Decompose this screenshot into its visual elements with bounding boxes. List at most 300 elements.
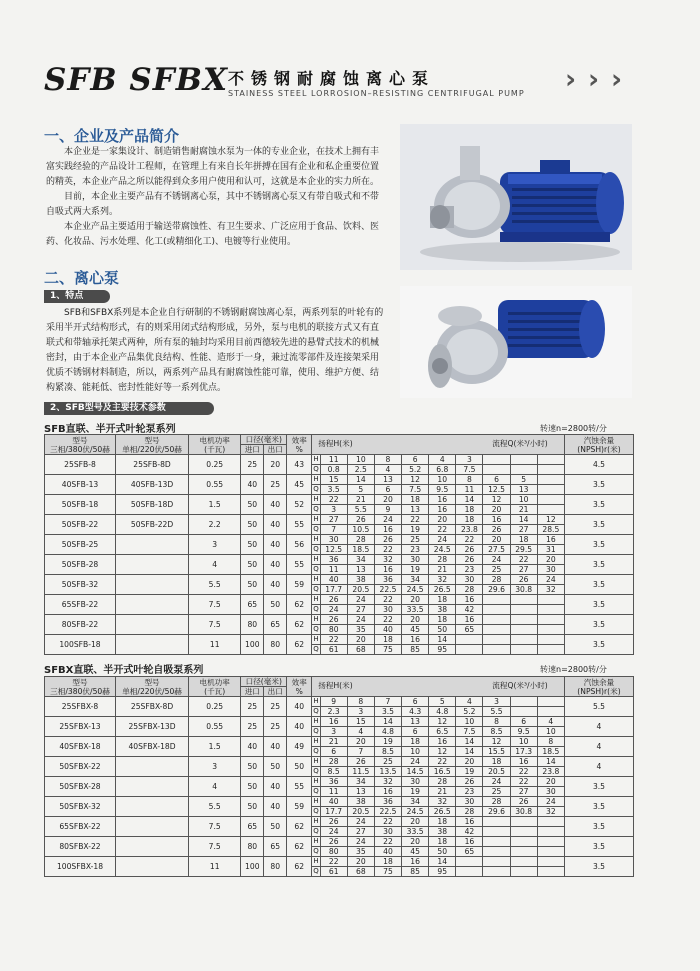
cell-npsh: 4.5 bbox=[564, 455, 633, 475]
table-row bbox=[45, 757, 634, 767]
cell-h-label: H bbox=[313, 817, 319, 825]
cell-efficiency: 56 bbox=[287, 535, 312, 555]
cell-q-value bbox=[510, 707, 537, 717]
cell-q-value: 25 bbox=[483, 787, 510, 797]
cell-h-value: 24 bbox=[483, 777, 510, 787]
cell-npsh: 3.5 bbox=[564, 777, 633, 797]
cell-h-value: 30 bbox=[402, 777, 429, 787]
cell-h-value bbox=[510, 857, 537, 867]
cell-q-value: 4.8 bbox=[374, 727, 401, 737]
cell-h-value bbox=[510, 697, 537, 707]
cell-q-value bbox=[537, 645, 564, 655]
cell-q-value: 5.5 bbox=[347, 505, 374, 515]
cell-outlet: 40 bbox=[264, 797, 287, 817]
cell-q-value: 27 bbox=[347, 605, 374, 615]
cell-q-value: 18 bbox=[456, 505, 483, 515]
cell-inlet: 50 bbox=[241, 535, 264, 555]
cell-q-value: 61 bbox=[320, 867, 347, 877]
cell-model-3ph: 100SFBX-18 bbox=[45, 857, 116, 877]
cell-h-value: 9 bbox=[320, 697, 347, 707]
cell-q-value: 35 bbox=[347, 847, 374, 857]
cell-q-value: 24.5 bbox=[402, 585, 429, 595]
cell-h-value: 24 bbox=[347, 595, 374, 605]
cell-q-value: 6 bbox=[374, 485, 401, 495]
cell-q-value: 16 bbox=[374, 787, 401, 797]
cell-q-label: Q bbox=[313, 807, 319, 815]
col-model-3ph-sub: 三相/380伏/50赫 bbox=[50, 686, 110, 696]
cell-model-1ph: 40SFB-13D bbox=[116, 475, 189, 495]
cell-h-value: 14 bbox=[374, 717, 401, 727]
cell-h-value bbox=[456, 635, 483, 645]
cell-q-label: Q bbox=[313, 585, 319, 593]
cell-inlet: 50 bbox=[241, 515, 264, 535]
cell-q-value: 21 bbox=[429, 565, 456, 575]
cell-q-value: 4.8 bbox=[429, 707, 456, 717]
cell-model-1ph: 25SFBX-13D bbox=[116, 717, 189, 737]
cell-efficiency: 62 bbox=[287, 837, 312, 857]
table-row bbox=[45, 635, 634, 645]
cell-npsh: 4 bbox=[564, 717, 633, 737]
cell-q-value: 40 bbox=[374, 847, 401, 857]
cell-q-value bbox=[483, 625, 510, 635]
cell-model-3ph: 65SFB-22 bbox=[45, 595, 116, 615]
cell-q-value: 10.5 bbox=[347, 525, 374, 535]
cell-q-value: 30 bbox=[537, 565, 564, 575]
cell-q-value: 26 bbox=[456, 545, 483, 555]
cell-q-value: 26.5 bbox=[429, 807, 456, 817]
col-model-1ph-sub: 单相/220伏/50赫 bbox=[122, 686, 182, 696]
cell-h-label: H bbox=[313, 535, 319, 543]
cell-q-label: Q bbox=[313, 727, 319, 735]
cell-efficiency: 49 bbox=[287, 737, 312, 757]
chevron-right-icon: › bbox=[588, 64, 600, 95]
cell-h-value: 28 bbox=[429, 777, 456, 787]
cell-q-value: 0.8 bbox=[320, 465, 347, 475]
cell-h-value: 20 bbox=[402, 615, 429, 625]
cell-h-value bbox=[510, 837, 537, 847]
cell-h-value: 36 bbox=[320, 777, 347, 787]
cell-power: 0.25 bbox=[189, 697, 241, 717]
cell-h-value bbox=[537, 455, 564, 465]
cell-q-value: 9.5 bbox=[510, 727, 537, 737]
cell-q-value bbox=[510, 847, 537, 857]
col-power-label: 电机功率 bbox=[199, 435, 230, 445]
col-inlet: 进口 bbox=[241, 687, 264, 697]
section1-paragraph: 本企业是一家集设计、制造销售耐腐蚀水泵为一体的专业企业，在技术上拥有丰富实践经验的产品设计工程师，在管理上有来自长年拼搏在国有企业和私企重要位置的精英，本企业产品之所以能得到众多用户使用和认可，这就是本企业的实力所在。 bbox=[46, 147, 380, 187]
cell-h-label: H bbox=[313, 837, 319, 845]
cell-npsh: 3.5 bbox=[564, 515, 633, 535]
cell-model-1ph bbox=[116, 635, 189, 655]
cell-h-value: 22 bbox=[320, 857, 347, 867]
cell-outlet: 25 bbox=[264, 475, 287, 495]
cell-q-value bbox=[537, 485, 564, 495]
col-npsh-label: 汽蚀余量 bbox=[583, 435, 615, 445]
cell-model-3ph: 50SFB-25 bbox=[45, 535, 116, 555]
cell-power: 5.5 bbox=[189, 575, 241, 595]
cell-h-value: 14 bbox=[537, 757, 564, 767]
cell-efficiency: 40 bbox=[287, 717, 312, 737]
cell-h-value: 22 bbox=[402, 515, 429, 525]
cell-q-value: 5.2 bbox=[456, 707, 483, 717]
cell-h-value bbox=[483, 455, 510, 465]
cell-h-value: 22 bbox=[510, 555, 537, 565]
cell-q-value: 32 bbox=[537, 807, 564, 817]
cell-h-value: 18 bbox=[429, 837, 456, 847]
col-head-flow bbox=[312, 677, 565, 697]
col-power bbox=[189, 435, 241, 455]
cell-q-value: 95 bbox=[429, 645, 456, 655]
cell-h-value: 22 bbox=[456, 535, 483, 545]
cell-model-1ph bbox=[116, 575, 189, 595]
cell-inlet: 50 bbox=[241, 777, 264, 797]
cell-q-value: 19 bbox=[402, 565, 429, 575]
cell-h-value: 13 bbox=[402, 717, 429, 727]
cell-model-3ph: 80SFB-22 bbox=[45, 615, 116, 635]
cell-q-value: 2.3 bbox=[320, 707, 347, 717]
cell-h-value: 26 bbox=[320, 595, 347, 605]
cell-h-value: 18 bbox=[429, 595, 456, 605]
cell-h-value: 26 bbox=[347, 757, 374, 767]
cell-h-value: 38 bbox=[347, 575, 374, 585]
cell-h-value: 18 bbox=[402, 737, 429, 747]
cell-q-value: 9.5 bbox=[429, 485, 456, 495]
cell-h-value: 14 bbox=[347, 475, 374, 485]
cell-q-value: 50 bbox=[429, 625, 456, 635]
table-row bbox=[45, 737, 634, 747]
col-model-3ph bbox=[45, 677, 116, 697]
cell-model-3ph: 50SFB-18 bbox=[45, 495, 116, 515]
cell-h-value: 18 bbox=[510, 535, 537, 545]
cell-q-value: 22 bbox=[429, 525, 456, 535]
cell-q-value: 6.5 bbox=[429, 727, 456, 737]
cell-q-value bbox=[510, 465, 537, 475]
cell-h-value: 30 bbox=[320, 535, 347, 545]
cell-q-label: Q bbox=[313, 625, 319, 633]
cell-model-1ph: 25SFBX-8D bbox=[116, 697, 189, 717]
cell-h-value: 20 bbox=[347, 737, 374, 747]
cell-h-value: 15 bbox=[320, 475, 347, 485]
cell-power: 0.25 bbox=[189, 455, 241, 475]
cell-h-value: 24 bbox=[537, 797, 564, 807]
cell-q-value: 16.5 bbox=[429, 767, 456, 777]
cell-efficiency: 50 bbox=[287, 757, 312, 777]
col-power-sub: (千瓦) bbox=[204, 444, 226, 454]
cell-h-value: 14 bbox=[456, 737, 483, 747]
cell-h-value: 10 bbox=[510, 737, 537, 747]
cell-h-value: 20 bbox=[483, 535, 510, 545]
cell-h-value bbox=[537, 635, 564, 645]
section1-heading: 一、企业及产品简介 bbox=[44, 127, 180, 145]
cell-h-value: 20 bbox=[537, 555, 564, 565]
cell-q-label: Q bbox=[313, 465, 319, 473]
cell-q-value: 8.5 bbox=[320, 767, 347, 777]
cell-h-value: 6 bbox=[510, 717, 537, 727]
cell-model-3ph: 50SFBX-28 bbox=[45, 777, 116, 797]
cell-q-label: Q bbox=[313, 645, 319, 653]
cell-h-value bbox=[510, 595, 537, 605]
cell-q-value: 8.5 bbox=[483, 727, 510, 737]
cell-h-value: 25 bbox=[402, 535, 429, 545]
cell-q-value: 4.3 bbox=[402, 707, 429, 717]
cell-q-value: 95 bbox=[429, 867, 456, 877]
cell-h-value: 5 bbox=[429, 697, 456, 707]
cell-q-value: 7.5 bbox=[456, 727, 483, 737]
cell-q-value bbox=[483, 847, 510, 857]
cell-q-value: 6.8 bbox=[429, 465, 456, 475]
cell-q-value: 16 bbox=[374, 525, 401, 535]
cell-h-value: 13 bbox=[374, 475, 401, 485]
cell-power: 4 bbox=[189, 555, 241, 575]
cell-h-label: H bbox=[313, 737, 319, 745]
cell-q-value: 22.5 bbox=[374, 585, 401, 595]
cell-h-value: 16 bbox=[510, 757, 537, 767]
cell-h-value: 34 bbox=[402, 575, 429, 585]
cell-q-value bbox=[510, 645, 537, 655]
cell-model-3ph: 50SFB-22 bbox=[45, 515, 116, 535]
cell-q-value: 17.3 bbox=[510, 747, 537, 757]
cell-h-value: 18 bbox=[456, 515, 483, 525]
cell-q-value: 85 bbox=[402, 867, 429, 877]
col-head-label: 扬程H(米) bbox=[318, 439, 353, 448]
cell-npsh: 3.5 bbox=[564, 595, 633, 615]
header bbox=[40, 60, 660, 110]
cell-h-label: H bbox=[313, 857, 319, 865]
cell-q-value: 20.5 bbox=[347, 585, 374, 595]
cell-h-value bbox=[537, 697, 564, 707]
cell-q-value: 22.5 bbox=[374, 807, 401, 817]
sfb-speed: 转速n=2800转/分 bbox=[540, 424, 607, 433]
cell-inlet: 80 bbox=[241, 615, 264, 635]
cell-h-value: 25 bbox=[374, 757, 401, 767]
cell-q-value: 35 bbox=[347, 625, 374, 635]
cell-h-value: 26 bbox=[320, 817, 347, 827]
cell-q-value: 6 bbox=[402, 727, 429, 737]
cell-q-value: 11.5 bbox=[347, 767, 374, 777]
cell-model-1ph bbox=[116, 857, 189, 877]
cell-q-value: 45 bbox=[402, 625, 429, 635]
cell-q-value: 61 bbox=[320, 645, 347, 655]
cell-q-value: 29.6 bbox=[483, 585, 510, 595]
cell-outlet: 40 bbox=[264, 575, 287, 595]
cell-h-value: 36 bbox=[374, 575, 401, 585]
cell-h-label: H bbox=[313, 797, 319, 805]
cell-model-1ph: 25SFB-8D bbox=[116, 455, 189, 475]
cell-q-value: 3.5 bbox=[374, 707, 401, 717]
cell-outlet: 65 bbox=[264, 837, 287, 857]
col-efficiency-label: 效率 bbox=[291, 435, 307, 445]
cell-model-3ph: 25SFB-8 bbox=[45, 455, 116, 475]
feature-paragraph: SFB和SFBX系列是本企业自行研制的不锈钢耐腐蚀离心泵，两系列泵的叶轮有的采用半开式结构形式，有的则采用闭式结构形成，另外，泵与电机的联接方式又有直联式和带轴承托架式两种，所有泵的轴封均采用目前西德较先进的悬臂式技术的机械密封，由于本企业产品集优良结构、性能、造形于一身，兼过流零部件及连接架采用优质不锈钢材料制造，所以，两系列产品具有耐腐蚀性能可靠，使用、维护方便、结构紧凑、能耗低、密封性能好等一系列优点。 bbox=[46, 308, 384, 393]
cell-model-3ph: 50SFB-28 bbox=[45, 555, 116, 575]
cell-h-value: 4 bbox=[456, 697, 483, 707]
cell-q-value: 85 bbox=[402, 645, 429, 655]
section1-paragraph: 目前，本企业主要产品有不锈钢离心泵，其中不锈钢离心泵又有带自吸式和不带自吸式两大系列。 bbox=[46, 192, 380, 217]
cell-h-value bbox=[483, 615, 510, 625]
cell-q-value: 24.5 bbox=[402, 807, 429, 817]
sfbx-speed: 转速n=2800转/分 bbox=[540, 665, 607, 674]
cell-power: 11 bbox=[189, 635, 241, 655]
cell-q-value: 10 bbox=[402, 747, 429, 757]
sfb-spec-table bbox=[44, 434, 634, 655]
cell-h-value: 18 bbox=[374, 635, 401, 645]
cell-h-value: 20 bbox=[347, 635, 374, 645]
cell-inlet: 50 bbox=[241, 757, 264, 777]
table-row bbox=[45, 575, 634, 585]
cell-h-value: 16 bbox=[456, 817, 483, 827]
cell-q-value: 14.5 bbox=[402, 767, 429, 777]
table-row bbox=[45, 717, 634, 727]
cell-q-value: 33.5 bbox=[402, 827, 429, 837]
col-model-1ph bbox=[116, 435, 189, 455]
cell-model-3ph: 25SFBX-13 bbox=[45, 717, 116, 737]
cell-h-value: 10 bbox=[456, 717, 483, 727]
table-row bbox=[45, 555, 634, 565]
table-row bbox=[45, 595, 634, 605]
cell-q-value: 27 bbox=[510, 787, 537, 797]
cell-q-value bbox=[510, 867, 537, 877]
cell-h-value: 24 bbox=[347, 615, 374, 625]
cell-h-value: 26 bbox=[374, 535, 401, 545]
cell-q-value: 38 bbox=[429, 827, 456, 837]
col-npsh-label: 汽蚀余量 bbox=[583, 677, 615, 687]
cell-efficiency: 62 bbox=[287, 635, 312, 655]
cell-h-value: 34 bbox=[347, 777, 374, 787]
cell-h-value: 22 bbox=[374, 837, 401, 847]
cell-q-value bbox=[537, 847, 564, 857]
cell-q-value: 22 bbox=[510, 767, 537, 777]
cell-q-value: 23.8 bbox=[537, 767, 564, 777]
title-chinese: 不锈钢耐腐蚀离心泵 bbox=[228, 69, 436, 88]
col-npsh bbox=[564, 435, 633, 455]
cell-outlet: 40 bbox=[264, 737, 287, 757]
cell-q-value bbox=[510, 625, 537, 635]
cell-q-value: 13 bbox=[347, 787, 374, 797]
cell-model-1ph bbox=[116, 555, 189, 575]
cell-inlet: 65 bbox=[241, 595, 264, 615]
cell-power: 5.5 bbox=[189, 797, 241, 817]
cell-h-value: 22 bbox=[510, 777, 537, 787]
cell-h-value: 16 bbox=[456, 595, 483, 605]
col-npsh bbox=[564, 677, 633, 697]
cell-outlet: 20 bbox=[264, 455, 287, 475]
cell-h-value: 6 bbox=[402, 697, 429, 707]
cell-h-value bbox=[483, 595, 510, 605]
cell-q-value: 7.5 bbox=[456, 465, 483, 475]
cell-h-value bbox=[510, 817, 537, 827]
cell-h-value: 18 bbox=[429, 615, 456, 625]
cell-power: 7.5 bbox=[189, 837, 241, 857]
cell-npsh: 3.5 bbox=[564, 475, 633, 495]
cell-q-value: 23 bbox=[456, 565, 483, 575]
cell-h-value bbox=[483, 837, 510, 847]
cell-h-label: H bbox=[313, 717, 319, 725]
cell-model-1ph bbox=[116, 817, 189, 837]
cell-h-value: 16 bbox=[402, 635, 429, 645]
cell-q-value: 21 bbox=[510, 505, 537, 515]
cell-q-label: Q bbox=[313, 485, 319, 493]
cell-q-value: 26 bbox=[483, 525, 510, 535]
col-flow-label: 流程Q(米³/小时) bbox=[492, 439, 548, 448]
cell-inlet: 50 bbox=[241, 575, 264, 595]
cell-q-value: 10 bbox=[537, 727, 564, 737]
col-npsh-unit: (NPSH)r(米) bbox=[577, 444, 621, 454]
cell-efficiency: 62 bbox=[287, 595, 312, 615]
cell-q-value: 28 bbox=[456, 585, 483, 595]
cell-h-value: 10 bbox=[429, 475, 456, 485]
cell-q-value bbox=[483, 645, 510, 655]
cell-q-value: 45 bbox=[402, 847, 429, 857]
cell-h-value: 8 bbox=[347, 697, 374, 707]
cell-h-label: H bbox=[313, 615, 319, 623]
cell-h-value: 24 bbox=[537, 575, 564, 585]
cell-h-value: 22 bbox=[374, 615, 401, 625]
table-header-row bbox=[45, 435, 634, 445]
col-outlet: 出口 bbox=[264, 687, 287, 697]
cell-q-value: 24 bbox=[320, 827, 347, 837]
cell-q-value: 38 bbox=[429, 605, 456, 615]
cell-h-value: 22 bbox=[429, 757, 456, 767]
cell-h-value: 19 bbox=[374, 737, 401, 747]
col-outlet: 出口 bbox=[264, 445, 287, 455]
cell-h-value: 28 bbox=[320, 757, 347, 767]
cell-h-value: 32 bbox=[374, 777, 401, 787]
cell-power: 0.55 bbox=[189, 475, 241, 495]
cell-q-label: Q bbox=[313, 565, 319, 573]
cell-h-value bbox=[537, 817, 564, 827]
cell-model-3ph: 25SFBX-8 bbox=[45, 697, 116, 717]
cell-q-value: 40 bbox=[374, 625, 401, 635]
cell-q-value: 27 bbox=[510, 565, 537, 575]
cell-h-value bbox=[537, 615, 564, 625]
cell-q-value: 13.5 bbox=[374, 767, 401, 777]
cell-h-value: 30 bbox=[456, 575, 483, 585]
cell-h-value: 27 bbox=[320, 515, 347, 525]
cell-q-value: 26.5 bbox=[429, 585, 456, 595]
cell-model-1ph bbox=[116, 615, 189, 635]
cell-h-value: 24 bbox=[483, 555, 510, 565]
col-caliber: 口径(毫米) bbox=[241, 677, 287, 687]
table-row bbox=[45, 697, 634, 707]
cell-q-value: 7 bbox=[320, 525, 347, 535]
cell-h-value: 28 bbox=[429, 555, 456, 565]
cell-efficiency: 45 bbox=[287, 475, 312, 495]
cell-npsh: 3.5 bbox=[564, 615, 633, 635]
cell-h-value: 5 bbox=[510, 475, 537, 485]
cell-h-value bbox=[537, 475, 564, 485]
cell-q-value: 5 bbox=[347, 485, 374, 495]
cell-q-value: 18.5 bbox=[537, 747, 564, 757]
cell-model-3ph: 65SFBX-22 bbox=[45, 817, 116, 837]
cell-q-value bbox=[456, 645, 483, 655]
col-model-3ph-label: 型号 bbox=[72, 677, 88, 687]
cell-h-value: 22 bbox=[374, 817, 401, 827]
cell-q-value: 65 bbox=[456, 625, 483, 635]
cell-h-value: 20 bbox=[456, 757, 483, 767]
cell-h-value: 38 bbox=[347, 797, 374, 807]
cell-q-value: 3.5 bbox=[320, 485, 347, 495]
cell-efficiency: 62 bbox=[287, 817, 312, 837]
cell-q-value: 27.5 bbox=[483, 545, 510, 555]
col-model-1ph bbox=[116, 677, 189, 697]
cell-outlet: 40 bbox=[264, 777, 287, 797]
cell-power: 11 bbox=[189, 857, 241, 877]
cell-power: 7.5 bbox=[189, 615, 241, 635]
cell-h-value: 21 bbox=[320, 737, 347, 747]
cell-q-label: Q bbox=[313, 867, 319, 875]
cell-h-value: 30 bbox=[456, 797, 483, 807]
table-row bbox=[45, 837, 634, 847]
cell-h-value: 4 bbox=[537, 717, 564, 727]
